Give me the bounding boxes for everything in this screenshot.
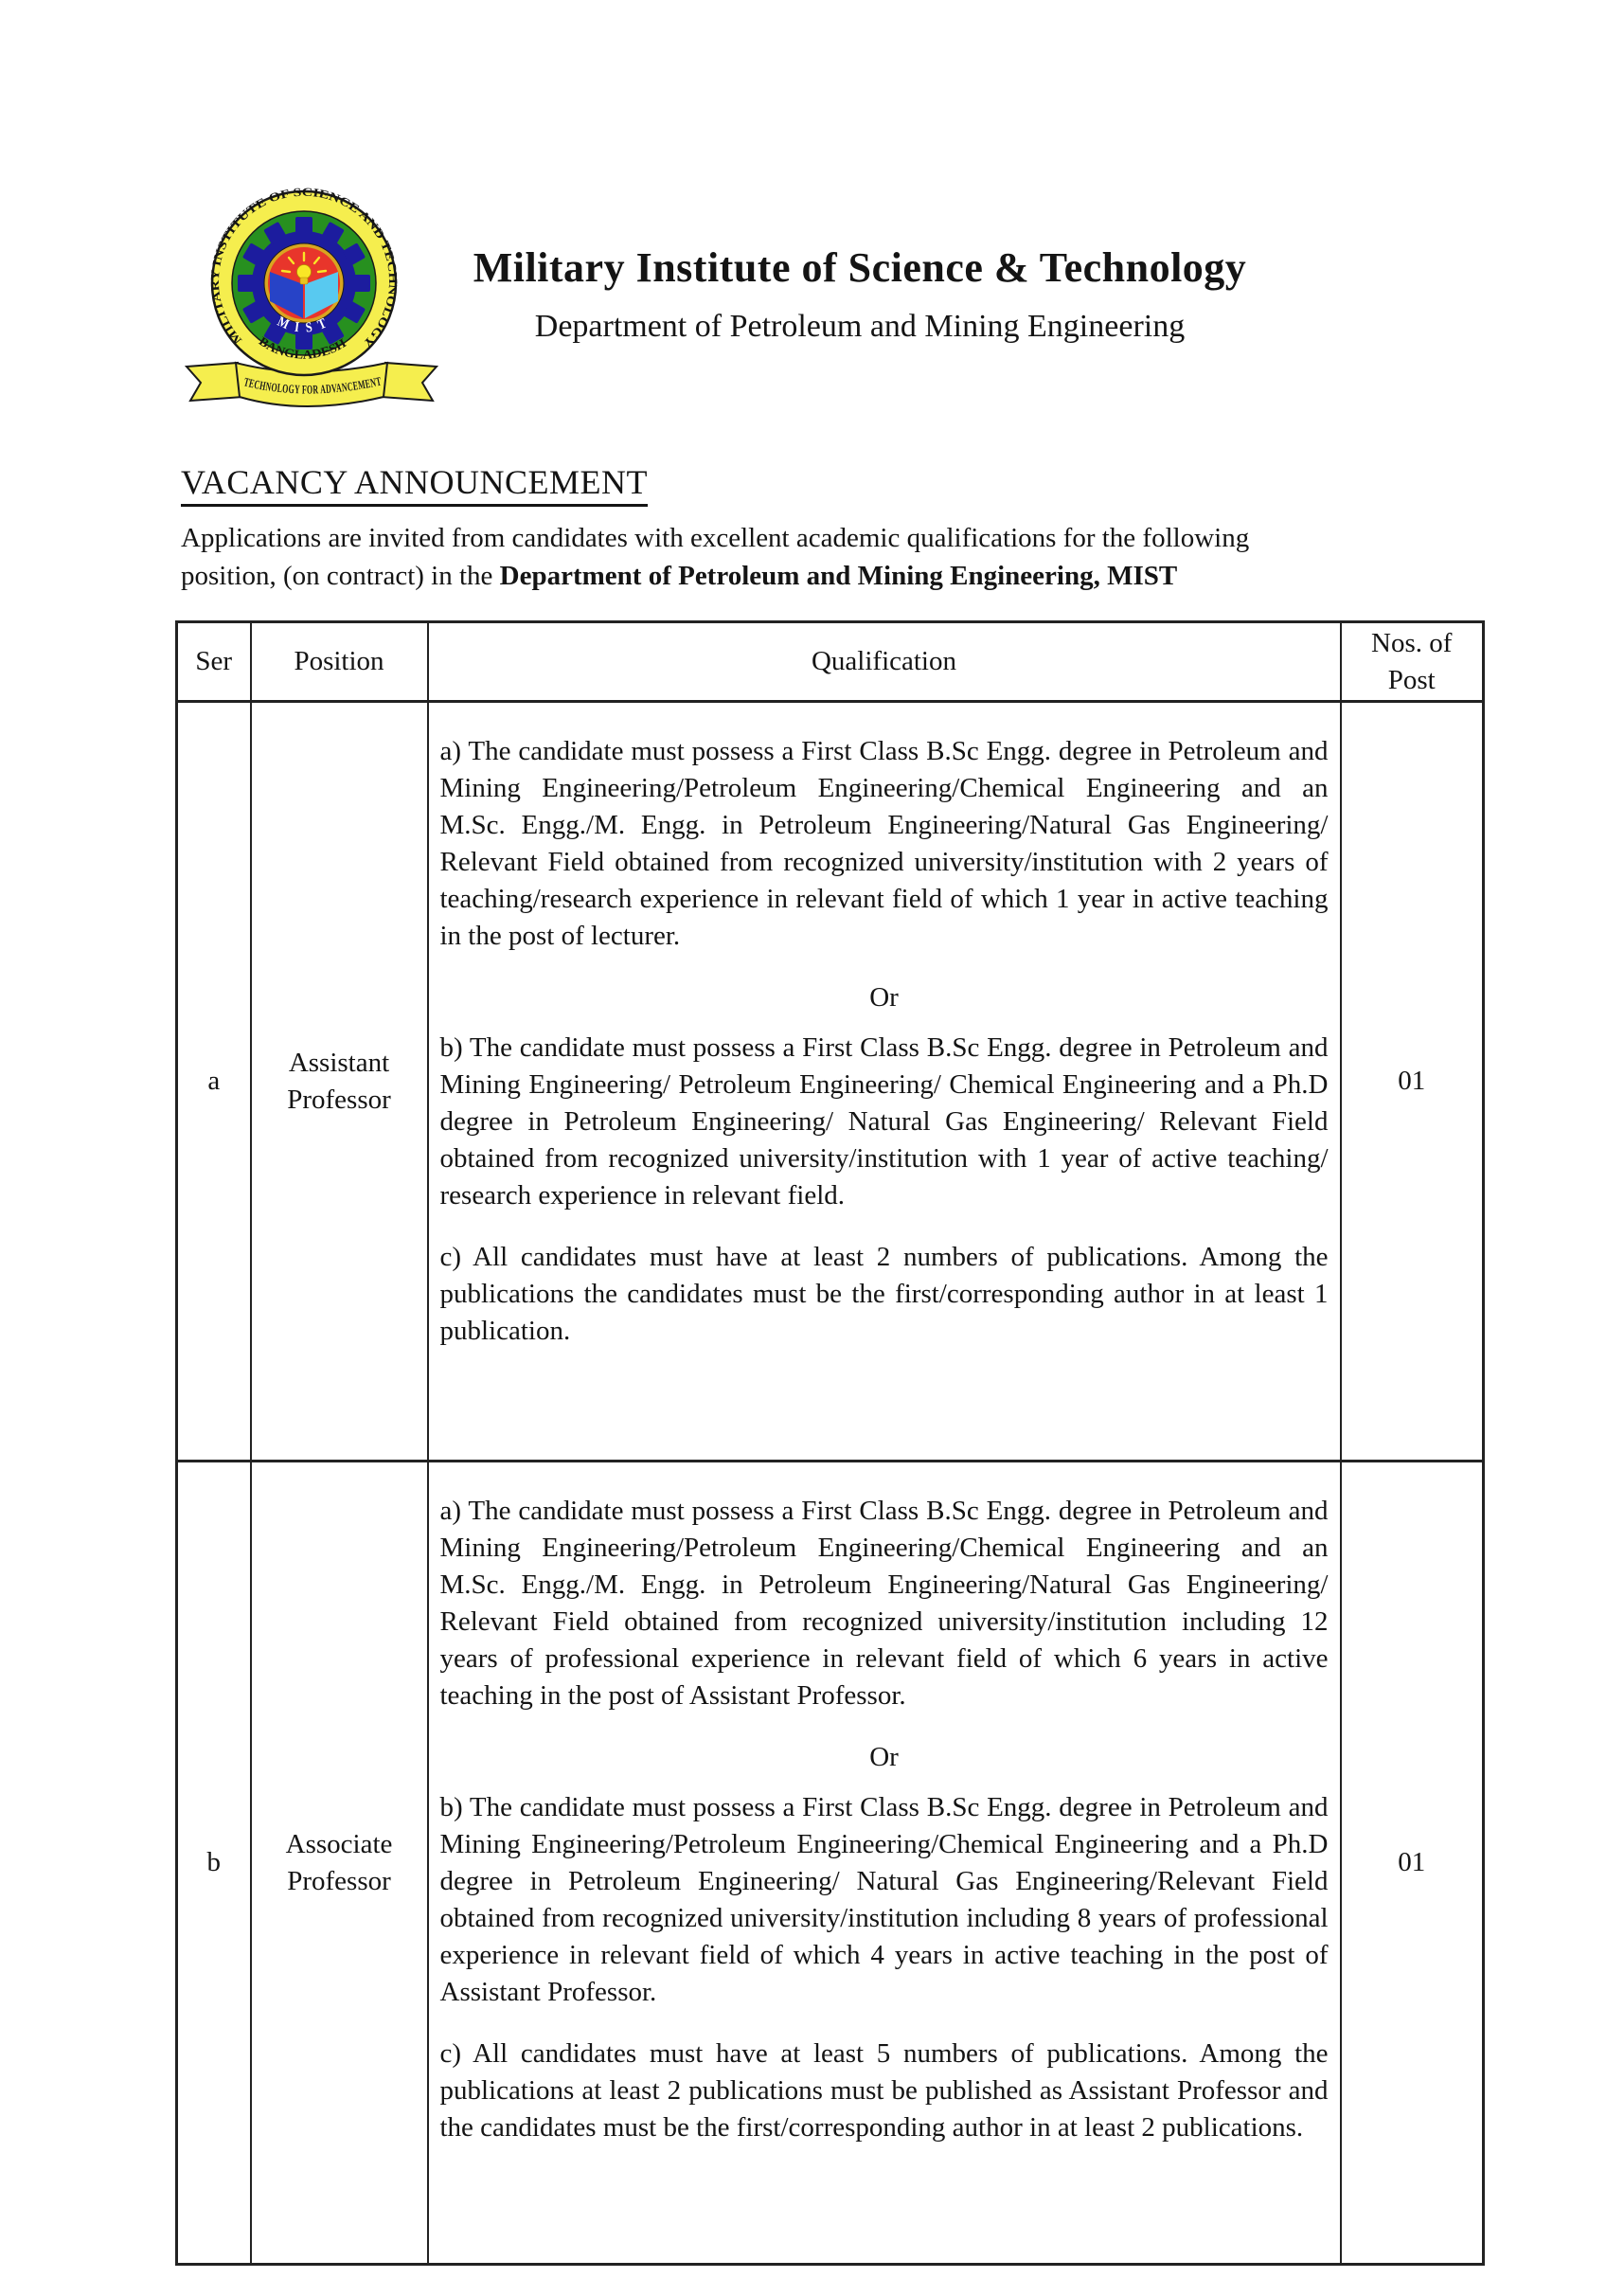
department-subtitle: Department of Petroleum and Mining Engineering: [534, 308, 1186, 344]
ribbon-motto-text: TECHNOLOGY FOR ADVANCEMENT: [242, 372, 386, 397]
qualification-paragraph: b) The candidate must possess a First Class B.Sc Engg. degree in Petroleum and Mining Engineering/Petroleum Engineering/Chemical Engineering and a Ph.D degree in Petroleum Engineering/ Natural Gas Engineering/Relevant Field obtained from recognized university/institution including 8 years of professional experience in relevant field of which 4 years in active teaching in the post of Assistant Professor.: [439, 1792, 1329, 2007]
intro-line2-bold: Department of Petroleum and Mining Engineering, MIST: [499, 561, 1178, 591]
ser-cell: a: [177, 702, 251, 1462]
intro-paragraph: [181, 519, 1450, 595]
position-cell: Assistant Professor: [251, 702, 428, 1462]
ribbon-right-tail: [381, 363, 437, 401]
table-header-row: [177, 622, 1484, 702]
qualification-or-separator: Or: [869, 982, 899, 1013]
intro-line2-prefix: position, (on contract) in the: [181, 561, 500, 591]
qualification-cell: [428, 702, 1341, 1462]
position-cell: Associate Professor: [251, 1462, 428, 2265]
ribbon-left-tail: [187, 363, 242, 401]
vacancy-heading: VACANCY ANNOUNCEMENT: [181, 462, 648, 507]
qualification-paragraph: b) The candidate must possess a First Class B.Sc Engg. degree in Petroleum and Mining Engineering/ Petroleum Engineering/ Chemical Engineering and a Ph.D degree in Petroleum Engineering/ Natural Gas Engineering/ Relevant Field obtained from recognized university/institution with 1 year of active teaching/ research experience in relevant field.: [439, 1032, 1329, 1211]
qualification-paragraph: c) All candidates must have at least 5 numbers of publications. Among the publications at least 2 publications must be published as Assistant Professor and the candidates must be the first/corresponding author in at least 2 publications.: [439, 2038, 1329, 2143]
header-posts: Nos. of Post: [1341, 622, 1484, 702]
table-row: [177, 702, 1484, 1462]
header-ser: Ser: [177, 622, 251, 702]
qualification-paragraph: c) All candidates must have at least 2 numbers of publications. Among the publications the candidates must be the first/corresponding author in at least 1 publication.: [439, 1242, 1329, 1346]
qualification-paragraph: a) The candidate must possess a First Class B.Sc Engg. degree in Petroleum and Mining Engineering/Petroleum Engineering/Chemical Engineering and an M.Sc. Engg./M. Engg. in Petroleum Engineering/Natural Gas Engineering/ Relevant Field obtained from recognized university/institution with 2 years of teaching/research experience in relevant field of which 1 year in active teaching in the post of lecturer.: [439, 736, 1329, 951]
institute-title: Military Institute of Science & Technology: [473, 244, 1247, 291]
qualification-paragraph: a) The candidate must possess a First Class B.Sc Engg. degree in Petroleum and Mining Engineering/Petroleum Engineering/Chemical Engineering and an M.Sc. Engg./M. Engg. in Petroleum Engineering/Natural Gas Engineering/ Relevant Field obtained from recognized university/institution including 12 years of professional experience in relevant field of which 6 years in active teaching in the post of Assistant Professor.: [439, 1496, 1329, 1711]
posts-cell: 01: [1341, 1462, 1484, 2265]
qualification-or-separator: Or: [869, 1742, 899, 1772]
vacancy-table: [175, 620, 1485, 2266]
table-row: [177, 1462, 1484, 2265]
crest-country-text: BANGLADESH: [256, 333, 348, 362]
crest-acronym-text: M I S T: [275, 314, 333, 336]
header-qualification: Qualification: [428, 622, 1341, 702]
qualification-cell: [428, 1462, 1341, 2265]
header-position: Position: [251, 622, 428, 702]
document-header: [237, 244, 1483, 345]
ser-cell: b: [177, 1462, 251, 2265]
crest-ring-text: MILITARY INSTITUTE OF SCIENCE AND TECHNOLOGY: [207, 188, 401, 350]
posts-cell: 01: [1341, 702, 1484, 1462]
intro-line1: Applications are invited from candidates with excellent academic qualifications for the following: [181, 523, 1250, 553]
